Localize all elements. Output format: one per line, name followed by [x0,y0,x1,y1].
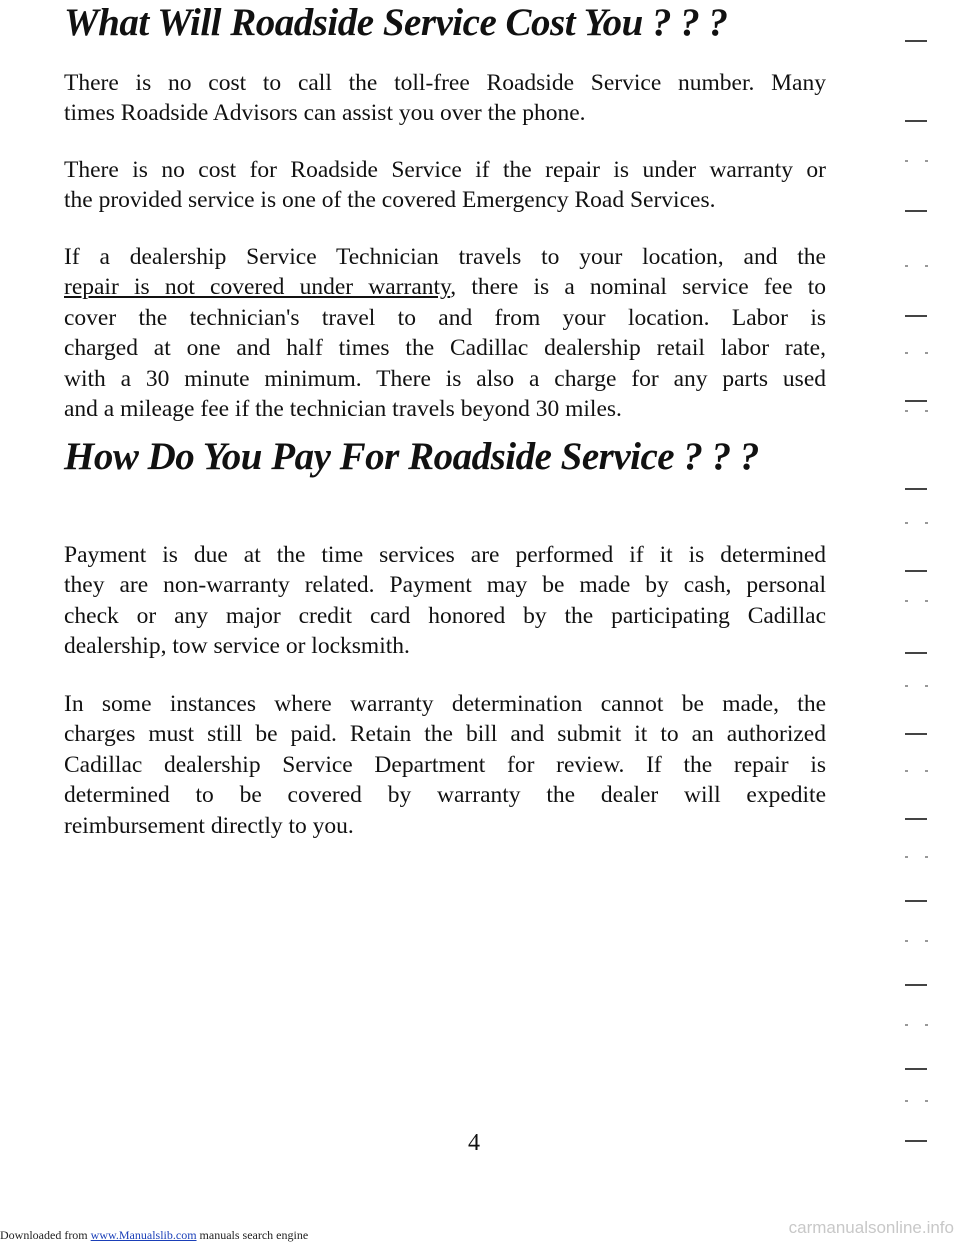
text-line: charged at one and half times the Cadillac dealership retail labor rate, [64,335,826,362]
footer-prefix: Downloaded from [0,1228,91,1242]
margin-mark [905,315,927,317]
text-line: charges must still be paid. Retain the bill and submit it to an authorized [64,721,826,748]
text-line: cover the technician's travel to and from your location. Labor is [64,304,826,331]
margin-mark [905,488,927,490]
text-line: In some instances where warranty determination cannot be made, the [64,691,826,717]
text-line: with a 30 minute minimum. There is also a charge for any parts used [64,365,826,392]
margin-mark [905,120,927,122]
margin-mark [905,210,927,212]
manualslib-link[interactable]: www.Manualslib.com [90,1228,197,1242]
margin-mark [905,984,927,986]
text-line: the provided service is one of the covered Emergency Road Services. [64,187,716,214]
text-line: reimbursement directly to you. [64,812,354,839]
margin-mark [905,400,927,402]
text-line: dealership, tow service or locksmith. [64,633,410,660]
margin-mark [905,522,931,524]
download-footer [0,1228,308,1243]
margin-mark [905,265,931,267]
paragraph-reimbursement [64,689,826,841]
margin-mark [905,1140,927,1142]
margin-mark [905,940,931,942]
watermark: carmanualsonline.info [788,1218,954,1237]
margin-mark [905,1100,931,1102]
text-line: There is no cost for Roadside Service if the repair is under warranty or [64,157,826,183]
margin-mark [905,1024,931,1026]
text-line: Cadillac dealership Service Department for review. If the repair is [64,751,826,778]
section-title-payment: How Do You Pay For Roadside Service ? ? ? [64,435,759,478]
section-title-cost: What Will Roadside Service Cost You ? ? ? [64,1,728,44]
margin-mark [905,40,927,42]
margin-mark [905,770,931,772]
margin-mark [905,900,927,902]
text-line: and a mileage fee if the technician travels beyond 30 miles. [64,396,622,423]
margin-mark [905,410,931,412]
text-line: determined to be covered by warranty the dealer will expedite [64,782,826,809]
margin-mark [905,1068,927,1070]
text-line: There is no cost to call the toll-free Roadside Service number. Many [64,70,826,96]
paragraph-service-fee [64,242,826,424]
paragraph-warranty [64,155,826,216]
margin-mark [905,856,931,858]
margin-mark [905,733,927,735]
page-number: 4 [468,1130,480,1156]
underlined-text: repair is not covered under warranty [64,274,451,301]
footer-suffix: manuals search engine [196,1228,309,1242]
text-line: check or any major credit card honored by the participating Cadillac [64,602,826,629]
paragraph-toll-free [64,68,826,129]
text-line: If a dealership Service Technician travels to your location, and the [64,244,826,270]
margin-mark [905,685,931,687]
text-line: they are non-warranty related. Payment may be made by cash, personal [64,572,826,599]
margin-mark [905,352,931,354]
text-line [64,272,826,302]
text-fragment: , there is a nominal service fee to [450,274,826,301]
paragraph-payment-due [64,540,826,662]
text-line: Payment is due at the time services are performed if it is determined [64,542,826,568]
margin-mark [905,570,927,572]
margin-mark [905,160,931,162]
margin-mark [905,818,927,820]
text-line: times Roadside Advisors can assist you over the phone. [64,100,586,127]
margin-mark [905,652,927,654]
margin-mark [905,600,931,602]
